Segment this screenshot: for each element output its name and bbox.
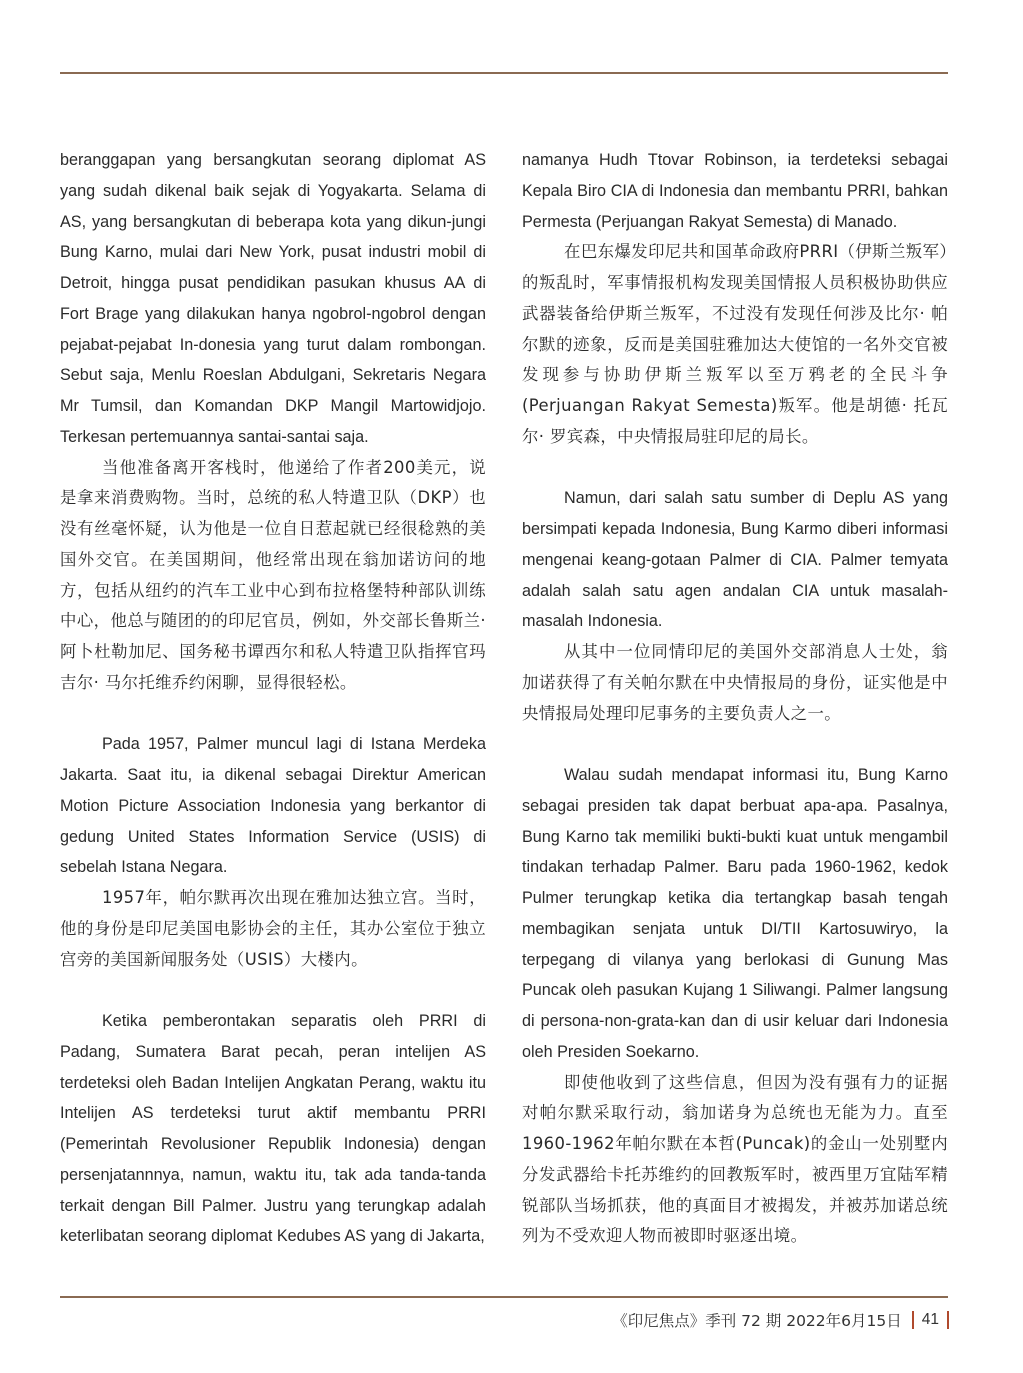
paragraph: 当他准备离开客栈时，他递给了作者200美元，说是拿来消费购物。当时，总统的私人特遣卫队（DKP）也没有丝毫怀疑，认为他是一位自日惹起就已经很稔熟的美国外交官。在美国期间，他经常出现在翁加诺访问的地方，包括从纽约的汽车工业中心到布拉格堡特种部队训练中心，他总与随团的的印尼官员，例如，外交部长鲁斯兰· 阿卜杜勒加尼、国务秘书谭西尔和私人特遣卫队指挥官玛吉尔· 马尔托维乔约闲聊，显得很轻松。 [60,457,486,692]
page-number: 41 [921,1311,939,1328]
header-rule [60,72,948,74]
paragraph: Walau sudah mendapat informasi itu, Bung Karno sebagai presiden tak dapat berbuat apa-apa. Pasalnya, Bung Karno tak memiliki bukti-bukti kuat untuk mengambil tindakan terhadap Palmer. Baru pada 1960-1962, kedok Pulmer terungkap ketika dia tertangkap basah tengah membagikan senjata untuk DI/TII Kartosuwiryo, la terpegang di vilanya yang berlokasi di Gunung Mas Puncak oleh pasukan Kujang 1 Siliwangi. Palmer langsung di persona-non-grata-kan dan di usir keluar dari Indonesia oleh Presiden Soekarno. [522,766,948,1061]
footer-divider [947,1311,949,1329]
paragraph: Ketika pemberontakan separatis oleh PRRI di Padang, Sumatera Barat pecah, peran intelijen AS terdeteksi oleh Badan Intelijen Angkatan Perang, waktu itu Intelijen AS terdeteksi turut aktif membantu PRRI (Pemerintah Revolusioner Republik Indonesia) dengan persenjatannnya, namun, waktu itu, tak ada tanda-tanda terkait dengan Bill Palmer. Justru yang terungkap adalah keterlibatan seorang diplomat Kedubes AS yang di Jakarta, [60,1012,486,1246]
page-footer [612,1308,949,1332]
left-column [60,145,486,1252]
paragraph: 从其中一位同情印尼的美国外交部消息人士处，翁加诺获得了有关帕尔默在中央情报局的身份，证实他是中央情报局处理印尼事务的主要负责人之一。 [522,642,948,723]
footer-rule [60,1296,948,1298]
right-column [522,145,948,1252]
paragraph: 1957年，帕尔默再次出现在雅加达独立宫。当时，他的身份是印尼美国电影协会的主任，其办公室位于独立宫旁的美国新闻服务处（USIS）大楼内。 [60,888,486,969]
publication-info: 《印尼焦点》季刊 72 期 2022年6月15日 [612,1312,902,1330]
paragraph: Pada 1957, Palmer muncul lagi di Istana Merdeka Jakarta. Saat itu, ia dikenal sebagai Direktur American Motion Picture Association Indonesia yang berkantor di gedung United States Information Service (USIS) di sebelah Istana Negara. [60,735,486,877]
paragraph: beranggapan yang bersangkutan seorang diplomat AS yang sudah dikenal baik sejak di Yogyakarta. Selama di AS, yang bersangkutan di beberapa kota yang dikun-jungi Bung Karno, mulai dari New York, pusat industri mobil di Detroit, hingga pusat pendidikan pasukan khusus AA di Fort Brage yang dilakukan hanya ngobrol-ngobrol dengan pejabat-pejabat In-donesia yang turut dalam rombongan. Sebut saja, Menlu Roeslan Abdulgani, Sekretaris Negara Mr Tumsil, dan Komandan DKP Mangil Martowidjojo. Terkesan pertemuannya santai-santai saja. [60,151,486,446]
footer-divider [912,1311,914,1329]
paragraph: namanya Hudh Ttovar Robinson, ia terdeteksi sebagai Kepala Biro CIA di Indonesia dan membantu PRRI, bahkan Permesta (Perjuangan Rakyat Semesta) di Manado. [522,151,948,231]
paragraph: Namun, dari salah satu sumber di Deplu AS yang bersimpati kepada Indonesia, Bung Karmo diberi informasi mengenai keang-gotaan Palmer di CIA. Palmer temyata adalah salah satu agen andalan CIA untuk masalah-masalah Indonesia. [522,489,948,631]
paragraph: 即使他收到了这些信息，但因为没有强有力的证据对帕尔默采取行动，翁加诺身为总统也无能为力。直至1960-1962年帕尔默在本哲(Puncak)的金山一处别墅内分发武器给卡托苏维约的回教叛军时，被西里万宜陆军精锐部队当场抓获，他的真面目才被揭发，并被苏加诺总统列为不受欢迎人物而被即时驱逐出境。 [522,1072,948,1246]
paragraph: 在巴东爆发印尼共和国革命政府PRRI（伊斯兰叛军）的叛乱时，军事情报机构发现美国情报人员积极协助供应武器装备给伊斯兰叛军，不过没有发现任何涉及比尔· 帕尔默的迹象，反而是美国驻雅加达大使馆的一名外交官被发现参与协助伊斯兰叛军以至万鸦老的全民斗争(Perjuangan Rakyat Semesta)叛军。他是胡德· 托瓦尔· 罗宾森，中央情报局驻印尼的局长。 [522,242,948,446]
